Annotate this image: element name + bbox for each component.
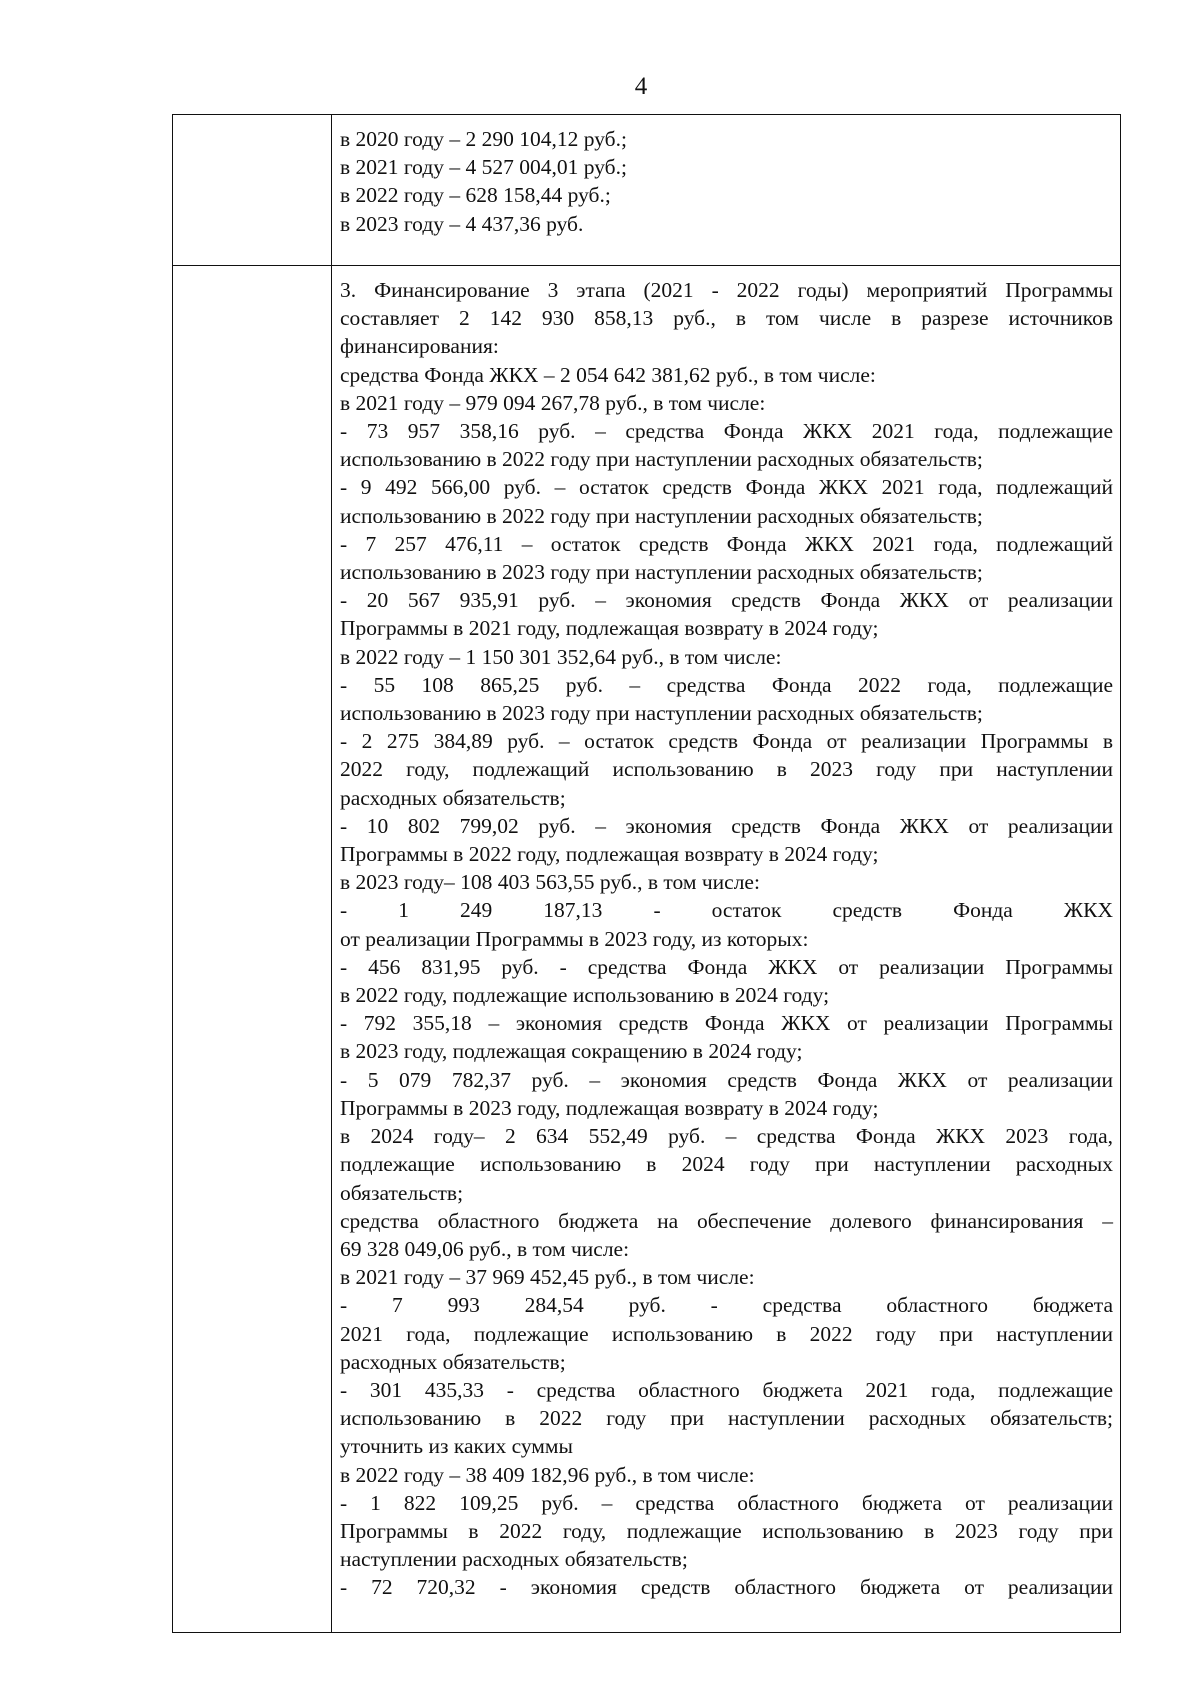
text-line: средства областного бюджета на обеспечение долевого финансирования –	[340, 1208, 1113, 1233]
text-line: - 1 249 187,13 - остаток средств Фонда ЖКХ	[340, 898, 1113, 923]
text-line: - 7 993 284,54 руб. - средства областного бюджета	[340, 1293, 1113, 1318]
text-line: использованию в 2022 году при наступлении расходных обязательств;	[340, 503, 983, 528]
text-line: финансирования:	[340, 334, 499, 359]
yearly-amounts-text	[340, 125, 1113, 238]
text-line: в 2022 году – 628 158,44 руб.;	[340, 183, 611, 208]
text-line: - 72 720,32 - экономия средств областного бюджета от реализации	[340, 1575, 1113, 1600]
text-line: Программы в 2022 году, подлежащая возврату в 2024 году;	[340, 842, 879, 867]
program-financing-table	[172, 114, 1121, 1633]
text-line: 69 328 049,06 руб., в том числе:	[340, 1236, 630, 1261]
text-line: в 2021 году – 37 969 452,45 руб., в том числе:	[340, 1265, 755, 1290]
text-line: в 2022 году – 1 150 301 352,64 руб., в том числе:	[340, 644, 782, 669]
text-line: - 73 957 358,16 руб. – средства Фонда ЖКХ 2021 года, подлежащие	[340, 419, 1113, 444]
text-line: в 2023 году – 4 437,36 руб.	[340, 211, 584, 236]
text-line: в 2020 году – 2 290 104,12 руб.;	[340, 127, 627, 151]
stage-3-financing-cell	[332, 266, 1121, 1633]
text-line: расходных обязательств;	[340, 1349, 566, 1374]
text-line: - 5 079 782,37 руб. – экономия средств Фонда ЖКХ от реализации	[340, 1067, 1113, 1092]
text-line: использованию в 2023 году при наступлении расходных обязательств;	[340, 560, 983, 585]
text-line: подлежащие использованию в 2024 году при наступлении расходных	[340, 1152, 1113, 1177]
text-line: от реализации Программы в 2023 году, из которых:	[340, 926, 809, 951]
text-line: 3. Финансирование 3 этапа (2021 - 2022 годы) мероприятий Программы	[340, 278, 1113, 302]
text-line: Программы в 2021 году, подлежащая возврату в 2024 году;	[340, 616, 879, 641]
text-line: - 7 257 476,11 – остаток средств Фонда ЖКХ 2021 года, подлежащий	[340, 531, 1113, 556]
text-line: - 10 802 799,02 руб. – экономия средств Фонда ЖКХ от реализации	[340, 813, 1113, 838]
text-line: в 2021 году – 979 094 267,78 руб., в том числе:	[340, 390, 766, 415]
stage-3-financing-text	[340, 276, 1113, 1602]
text-line: использованию в 2022 году при наступлении расходных обязательств;	[340, 1406, 1113, 1431]
text-line: - 792 355,18 – экономия средств Фонда ЖКХ от реализации Программы	[340, 1011, 1113, 1036]
text-line: Программы в 2022 году, подлежащие использованию в 2023 году при	[340, 1518, 1113, 1543]
text-line: наступлении расходных обязательств;	[340, 1547, 688, 1572]
text-line: - 55 108 865,25 руб. – средства Фонда 2022 года, подлежащие	[340, 672, 1113, 697]
text-line: - 301 435,33 - средства областного бюджета 2021 года, подлежащие	[340, 1377, 1113, 1402]
text-line: использованию в 2023 году при наступлении расходных обязательств;	[340, 701, 983, 726]
text-line: в 2024 году– 2 634 552,49 руб. – средства Фонда ЖКХ 2023 года,	[340, 1124, 1113, 1149]
text-line: 2022 году, подлежащий использованию в 2023 году при наступлении	[340, 757, 1113, 782]
text-line: в 2021 году – 4 527 004,01 руб.;	[340, 155, 627, 180]
text-line: составляет 2 142 930 858,13 руб., в том числе в разрезе источников	[340, 306, 1113, 331]
text-line: в 2022 году – 38 409 182,96 руб., в том числе:	[340, 1462, 755, 1487]
page-number: 4	[634, 73, 648, 100]
text-line: Программы в 2023 году, подлежащая возврату в 2024 году;	[340, 1095, 879, 1120]
text-line: - 20 567 935,91 руб. – экономия средств Фонда ЖКХ от реализации	[340, 588, 1113, 613]
table-row	[173, 266, 1121, 1633]
text-line: обязательств;	[340, 1180, 464, 1205]
text-line: - 456 831,95 руб. - средства Фонда ЖКХ от реализации Программы	[340, 954, 1113, 979]
text-line: - 9 492 566,00 руб. – остаток средств Фонда ЖКХ 2021 года, подлежащий	[340, 475, 1113, 500]
text-line: в 2023 году, подлежащая сокращению в 2024 году;	[340, 1039, 803, 1064]
text-line: в 2022 году, подлежащие использованию в 2024 году;	[340, 983, 830, 1008]
text-line: использованию в 2022 году при наступлении расходных обязательств;	[340, 447, 983, 472]
yearly-amounts-cell	[332, 115, 1121, 266]
text-line: в 2023 году– 108 403 563,55 руб., в том числе:	[340, 870, 760, 895]
empty-label-cell	[173, 115, 332, 266]
text-line: 2021 года, подлежащие использованию в 2022 году при наступлении	[340, 1321, 1113, 1346]
text-line: расходных обязательств;	[340, 785, 566, 810]
text-line: - 2 275 384,89 руб. – остаток средств Фонда от реализации Программы в	[340, 729, 1113, 754]
empty-label-cell	[173, 266, 332, 1633]
text-line: - 1 822 109,25 руб. – средства областного бюджета от реализации	[340, 1490, 1113, 1515]
text-line: уточнить из каких суммы	[340, 1434, 573, 1459]
table-row	[173, 115, 1121, 266]
text-line: средства Фонда ЖКХ – 2 054 642 381,62 руб., в том числе:	[340, 362, 876, 387]
